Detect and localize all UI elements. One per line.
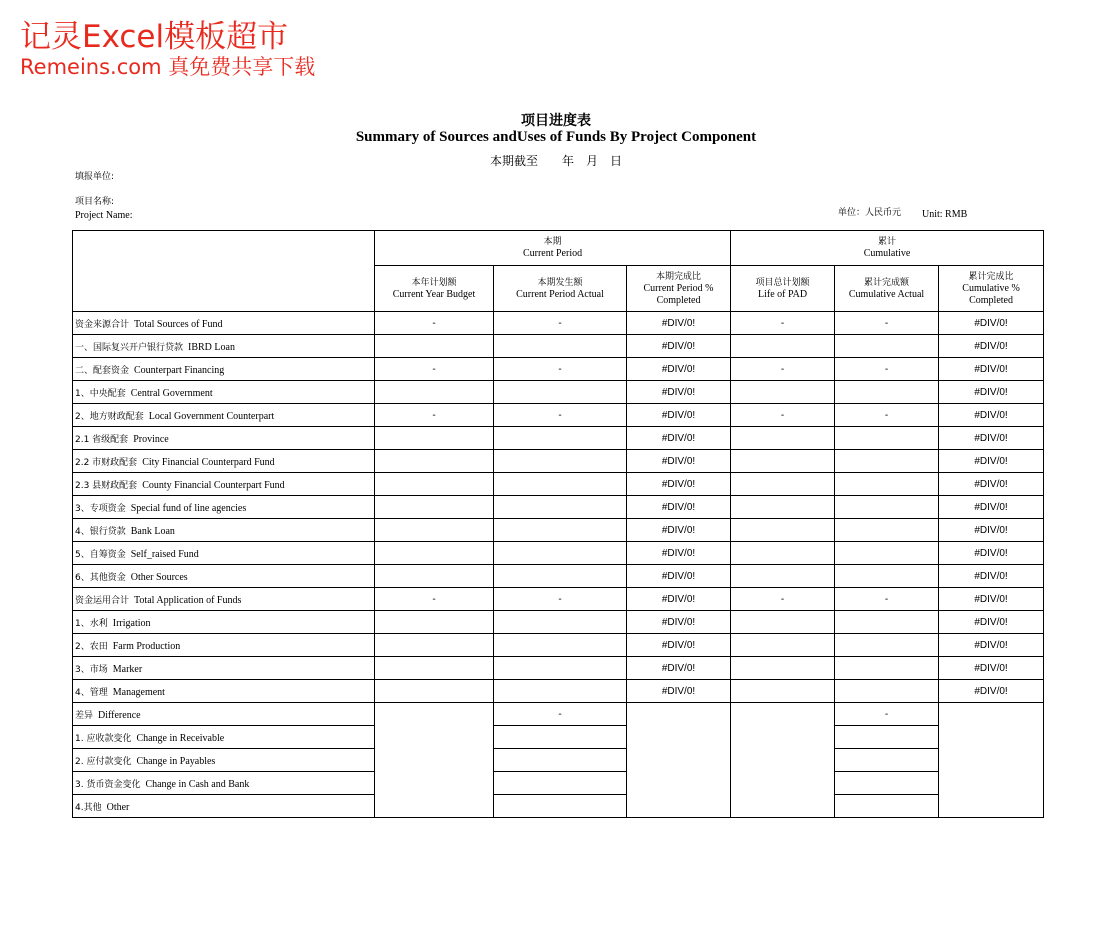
value-cell: - [835,312,939,335]
table-row [73,611,1044,634]
value-cell [375,680,494,703]
value-cell: #DIV/0! [939,657,1044,680]
value-cell [375,450,494,473]
row-label [73,726,375,749]
row-label-en: Marker [112,663,143,675]
value-cell [494,450,627,473]
value-cell [375,381,494,404]
table-row [73,358,1044,381]
value-cell [375,634,494,657]
row-label-en: Bank Loan [130,525,175,537]
header-cumulative-cn: 累计 [878,237,897,247]
row-label-en: Self_raised Fund [130,548,199,560]
row-label [73,381,375,404]
value-cell: - [835,703,939,726]
value-cell: - [494,703,627,726]
unit-label-cn: 单位：人民币元 [838,208,902,218]
row-label [73,772,375,795]
value-cell [835,519,939,542]
row-label-cn: 2.2 市财政配套 [75,457,138,468]
value-cell: #DIV/0! [627,312,731,335]
row-label-cn: 3、市场 [75,664,108,675]
header-col-cn: 项目总计划额 [755,277,810,288]
row-label [73,680,375,703]
row-label-cn: 资金来源合计 [75,319,130,330]
row-label-en: Change in Payables [136,755,216,767]
row-label [73,496,375,519]
value-cell [731,611,835,634]
value-cell [835,795,939,818]
row-label [73,519,375,542]
row-label-en: IBRD Loan [188,341,235,353]
row-label-en: Total Sources of Fund [134,318,223,330]
table-row [73,450,1044,473]
value-cell: - [731,404,835,427]
value-cell: #DIV/0! [939,611,1044,634]
row-label-cn: 4、银行贷款 [75,526,126,537]
row-label-cn: 一、国际复兴开户银行贷款 [75,342,184,353]
merged-empty-cell [627,703,731,818]
value-cell [731,680,835,703]
row-label-en: Central Government [130,387,213,399]
difference-row [73,703,1044,726]
value-cell: #DIV/0! [627,335,731,358]
merged-empty-cell [375,703,494,818]
value-cell [835,611,939,634]
value-cell [375,473,494,496]
header-col-cn: 本年计划额 [411,277,457,288]
value-cell [731,634,835,657]
value-cell [835,680,939,703]
header-col-current-year-budget [375,266,494,312]
value-cell [835,381,939,404]
value-cell [731,519,835,542]
row-label [73,427,375,450]
row-label-en: Other Sources [130,571,188,583]
table-row [73,381,1044,404]
row-label [73,703,375,726]
table-row [73,496,1044,519]
header-current-period [375,231,731,266]
value-cell [494,772,627,795]
sources-uses-table [72,230,1044,818]
value-cell [375,519,494,542]
value-cell [494,749,627,772]
value-cell [494,657,627,680]
value-cell: #DIV/0! [939,312,1044,335]
value-cell [835,634,939,657]
value-cell [494,634,627,657]
value-cell: - [375,312,494,335]
value-cell [835,335,939,358]
row-label [73,335,375,358]
value-cell: #DIV/0! [939,404,1044,427]
header-col-cn: 累计完成额 [864,277,910,288]
value-cell [494,427,627,450]
row-label [73,312,375,335]
value-cell: - [375,588,494,611]
difference-row [73,749,1044,772]
table-row [73,427,1044,450]
table-row [73,657,1044,680]
value-cell: #DIV/0! [627,588,731,611]
value-cell: #DIV/0! [939,381,1044,404]
value-cell [494,542,627,565]
value-cell [731,657,835,680]
row-label-cn: 3. 货币资金变化 [75,779,141,790]
project-name-label-en: Project Name: [75,210,133,221]
merged-empty-cell [939,703,1044,818]
row-label [73,611,375,634]
value-cell: - [494,358,627,381]
row-label-en: Local Government Counterpart [148,410,275,422]
value-cell: - [494,312,627,335]
row-label-cn: 5、自筹资金 [75,549,126,560]
row-label-en: Total Application of Funds [134,594,242,606]
value-cell: #DIV/0! [627,427,731,450]
table-row [73,634,1044,657]
header-current-period-cn: 本期 [543,237,562,247]
value-cell: #DIV/0! [627,450,731,473]
row-label-cn: 2、地方财政配套 [75,411,144,422]
header-col-cumulative-pct [939,266,1044,312]
value-cell [494,381,627,404]
difference-row [73,772,1044,795]
value-cell: #DIV/0! [627,473,731,496]
table-row [73,565,1044,588]
row-label-en: Irrigation [112,617,151,629]
value-cell: #DIV/0! [627,496,731,519]
value-cell [731,496,835,519]
value-cell [375,611,494,634]
header-cumulative-en: Cumulative [863,248,911,259]
value-cell: #DIV/0! [939,473,1044,496]
row-label [73,795,375,818]
row-label [73,657,375,680]
value-cell [835,749,939,772]
value-cell: - [835,358,939,381]
table-row [73,519,1044,542]
row-label-cn: 资金运用合计 [75,595,130,606]
difference-row [73,795,1044,818]
value-cell [375,335,494,358]
row-label [73,542,375,565]
value-cell [731,381,835,404]
value-cell: #DIV/0! [627,381,731,404]
difference-row [73,726,1044,749]
header-cumulative [731,231,1044,266]
filing-unit-label: 填报单位: [75,172,115,182]
period-end-date: 本期截至 年 月 日 [489,154,622,168]
header-col-current-period-actual [494,266,627,312]
value-cell: #DIV/0! [627,565,731,588]
value-cell: - [494,404,627,427]
value-cell [835,772,939,795]
value-cell [375,496,494,519]
row-label-en: Counterpart Financing [134,364,225,376]
value-cell [835,726,939,749]
row-label-en: Change in Cash and Bank [145,778,250,790]
row-label [73,588,375,611]
header-col-en: Cumulative Actual [848,288,925,300]
table-row [73,404,1044,427]
row-label-cn: 2.3 县财政配套 [75,480,138,491]
value-cell [835,496,939,519]
row-label-en: Special fund of line agencies [130,502,247,514]
table-row [73,473,1044,496]
header-col-cumulative-actual [835,266,939,312]
value-cell [375,427,494,450]
value-cell [494,726,627,749]
value-cell [835,427,939,450]
row-label-en: County Financial Counterpart Fund [142,479,285,491]
value-cell: #DIV/0! [627,358,731,381]
value-cell [835,542,939,565]
value-cell: #DIV/0! [627,519,731,542]
value-cell: #DIV/0! [939,358,1044,381]
header-col-en: Current Year Budget [392,288,476,300]
unit-label-en: Unit: RMB [922,209,968,220]
page-title-english: Summary of Sources andUses of Funds By Project Component [355,129,757,145]
value-cell [731,450,835,473]
row-label-en: Province [133,433,169,445]
value-cell: - [731,312,835,335]
header-col-cn: 本期完成比 [656,271,702,282]
value-cell: - [731,358,835,381]
table-row [73,312,1044,335]
row-label [73,450,375,473]
value-cell [731,473,835,496]
value-cell [731,542,835,565]
row-label-cn: 4.其他 [75,802,102,813]
value-cell [494,519,627,542]
header-col-cn: 累计完成比 [968,271,1014,282]
value-cell: #DIV/0! [627,657,731,680]
row-label-cn: 差异 [75,710,94,721]
value-cell [494,335,627,358]
header-col-en: Life of PAD [757,288,808,300]
header-current-period-en: Current Period [522,248,583,259]
value-cell [835,473,939,496]
value-cell: #DIV/0! [627,404,731,427]
value-cell: #DIV/0! [939,427,1044,450]
value-cell: #DIV/0! [627,680,731,703]
row-label-cn: 2.1 省级配套 [75,434,129,445]
value-cell: #DIV/0! [939,634,1044,657]
row-label-cn: 3、专项资金 [75,503,126,514]
row-label-cn: 2. 应付款变化 [75,756,132,767]
row-label-en: Other [106,801,130,813]
row-label [73,634,375,657]
value-cell [494,565,627,588]
value-cell [375,657,494,680]
row-label-cn: 二、配套资金 [75,365,130,376]
watermark-title: 记灵Excel模板超市 [20,19,289,55]
value-cell: - [494,588,627,611]
row-label-cn: 1. 应收款变化 [75,733,132,744]
table-row [73,542,1044,565]
row-label [73,565,375,588]
value-cell [731,427,835,450]
header-col-en: Cumulative % Completed [962,282,1020,306]
value-cell [835,565,939,588]
value-cell [494,611,627,634]
header-col-cn: 本期发生额 [537,277,583,288]
header-col-life-of-pad [731,266,835,312]
value-cell [375,542,494,565]
value-cell [375,565,494,588]
row-label [73,404,375,427]
value-cell: #DIV/0! [939,680,1044,703]
value-cell [494,473,627,496]
table-row [73,680,1044,703]
header-col-current-period-pct [627,266,731,312]
merged-empty-cell [731,703,835,818]
value-cell [835,450,939,473]
row-label-en: Management [112,686,165,698]
value-cell: #DIV/0! [939,542,1044,565]
row-label-en: City Financial Counterpard Fund [142,456,275,468]
value-cell [494,496,627,519]
value-cell: #DIV/0! [939,565,1044,588]
row-label-en: Farm Production [112,640,181,652]
value-cell: #DIV/0! [939,450,1044,473]
row-label [73,358,375,381]
row-label-cn: 1、水利 [75,618,108,629]
value-cell: #DIV/0! [627,611,731,634]
header-item-cell [73,231,375,312]
value-cell: #DIV/0! [939,588,1044,611]
row-label-cn: 4、管理 [75,687,108,698]
value-cell [494,795,627,818]
value-cell [731,335,835,358]
value-cell: #DIV/0! [627,634,731,657]
header-col-en: Current Period Actual [516,288,604,300]
value-cell [835,657,939,680]
value-cell [731,565,835,588]
table-row [73,335,1044,358]
value-cell: - [835,588,939,611]
value-cell: - [375,404,494,427]
value-cell: #DIV/0! [939,335,1044,358]
value-cell: #DIV/0! [939,519,1044,542]
value-cell: - [731,588,835,611]
row-label [73,749,375,772]
row-label-cn: 2、农田 [75,641,108,652]
value-cell: - [835,404,939,427]
row-label-en: Difference [98,709,141,721]
row-label-cn: 6、其他资金 [75,572,126,583]
value-cell [494,680,627,703]
value-cell: #DIV/0! [939,496,1044,519]
table-row [73,588,1044,611]
project-name-label-cn: 项目名称: [75,197,115,207]
row-label-en: Change in Receivable [136,732,225,744]
watermark-subtitle: Remeins.com 真免费共享下载 [20,55,316,79]
value-cell: #DIV/0! [627,542,731,565]
page-title-chinese: 项目进度表 [521,113,591,129]
value-cell: - [375,358,494,381]
row-label-cn: 1、中央配套 [75,388,126,399]
row-label [73,473,375,496]
header-col-en: Current Period % Completed [643,282,714,306]
